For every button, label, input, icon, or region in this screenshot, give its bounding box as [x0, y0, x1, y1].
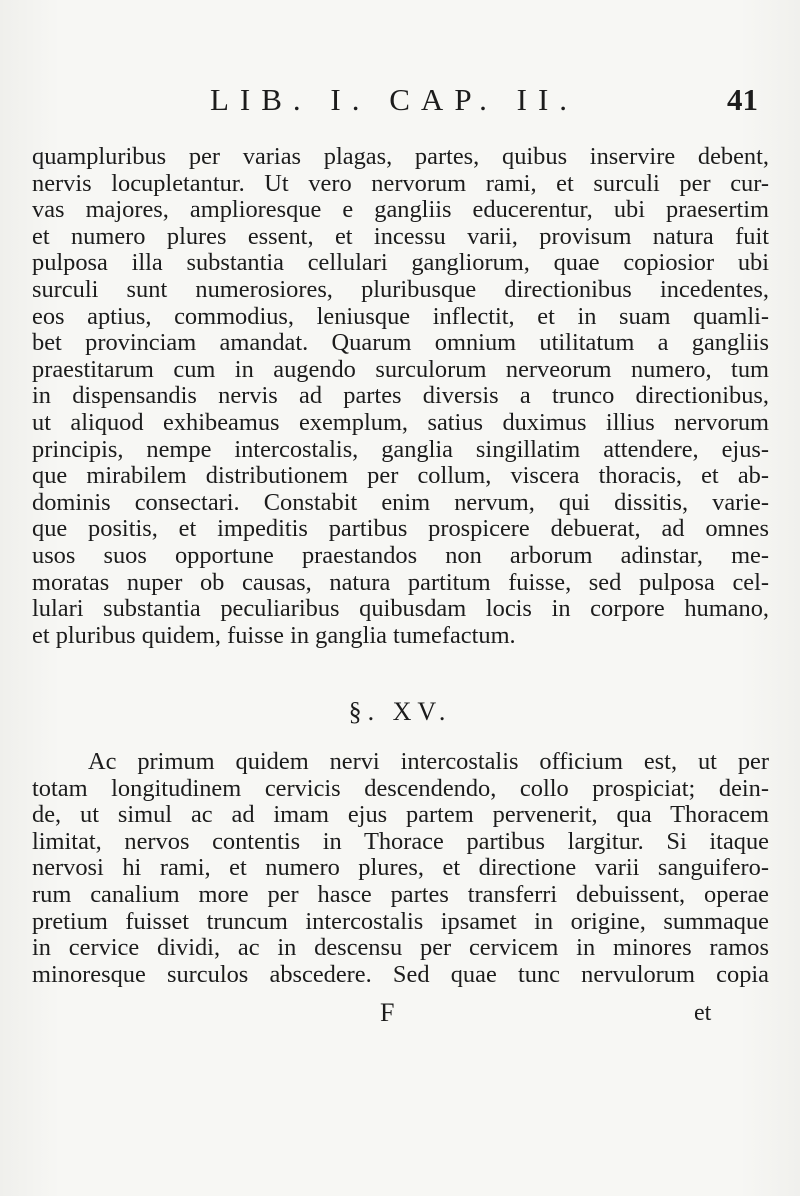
- text-line: in cervice dividi, ac in descensu per cervicem in minores ramos: [32, 934, 769, 962]
- text-line: lulari substantia peculiaribus quibusdam locis in corpore humano,: [32, 595, 769, 623]
- text-line: bet provinciam amandat. Quarum omnium utilitatum a gangliis: [32, 329, 769, 357]
- section-heading: §. XV.: [348, 697, 452, 726]
- text-line: Ac primum quidem nervi intercostalis officium est, ut per: [88, 748, 769, 775]
- text-line: totam longitudinem cervicis descendendo, collo prospiciat; dein-: [32, 774, 769, 802]
- text-line: pretium fuisset truncum intercostalis ipsamet in origine, summaque: [32, 907, 769, 935]
- text-line: nervosi hi rami, et numero plures, et directione varii sanguifero-: [32, 854, 769, 882]
- signature-mark: F: [380, 998, 395, 1027]
- text-line: surculi sunt numerosiores, pluribusque directionibus incedentes,: [32, 275, 769, 303]
- text-line: dominis consectari. Constabit enim nervum, qui dissitis, varie-: [32, 488, 769, 516]
- text-line: et numero plures essent, et incessu varii, provisum natura fuit: [32, 222, 769, 250]
- text-line: ut aliquod exhibeamus exemplum, satius duximus illius nervorum: [32, 408, 769, 436]
- text-line: nervis locupletantur. Ut vero nervorum rami, et surculi per cur-: [32, 169, 769, 197]
- page-number: 41: [727, 82, 758, 117]
- catchword: et: [694, 1000, 712, 1026]
- text-line: vas majores, amplioresque e gangliis educerentur, ubi praesertim: [32, 196, 769, 224]
- running-head: LIB. I. CAP. II.: [210, 82, 579, 117]
- page-header: [0, 82, 800, 122]
- text-line: quampluribus per varias plagas, partes, quibus inservire debent,: [32, 143, 769, 170]
- text-line: principis, nempe intercostalis, ganglia singillatim attendere, ejus-: [32, 435, 769, 463]
- text-line: in dispensandis nervis ad partes diversis a trunco directionibus,: [32, 382, 769, 410]
- text-line: minoresque surculos abscedere. Sed quae tunc nervulorum copia: [32, 960, 769, 988]
- text-line: que mirabilem distributionem per collum, viscera thoracis, et ab-: [32, 462, 769, 490]
- text-line: de, ut simul ac ad imam ejus partem pervenerit, qua Thoracem: [32, 801, 769, 829]
- text-line: limitat, nervos contentis in Thorace partibus largitur. Si itaque: [32, 827, 769, 855]
- text-line: et pluribus quidem, fuisse in ganglia tumefactum.: [32, 621, 516, 649]
- text-line: pulposa illa substantia cellulari gangliorum, quae copiosior ubi: [32, 249, 769, 277]
- text-line: moratas nuper ob causas, natura partitum fuisse, sed pulposa cel-: [32, 568, 769, 596]
- paragraph-2: [32, 749, 769, 988]
- text-line: praestitarum cum in augendo surculorum nerveorum numero, tum: [32, 355, 769, 383]
- text-line: usos suos opportune praestandos non arborum adinstar, me-: [32, 541, 769, 569]
- text-line: que positis, et impeditis partibus prospicere debuerat, ad omnes: [32, 515, 769, 543]
- text-line: rum canalium more per hasce partes transferri debuissent, operae: [32, 880, 769, 908]
- text-line: eos aptius, commodius, leniusque inflectit, et in suam quamli-: [32, 302, 769, 330]
- page-footer: [0, 998, 800, 1028]
- paragraph-1: [32, 144, 769, 649]
